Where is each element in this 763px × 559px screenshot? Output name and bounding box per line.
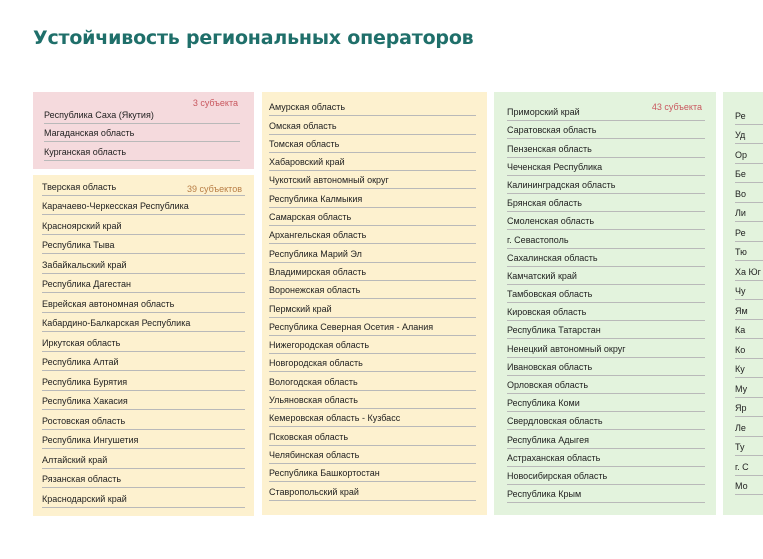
region-item: Кемеровская область - Кузбасс (269, 409, 476, 427)
region-item: Тамбовская область (507, 285, 705, 303)
red-region-list (44, 105, 240, 161)
region-item: Республика Северная Осетия - Алания (269, 318, 476, 336)
region-item: Карачаево-Черкесская Республика (42, 196, 245, 216)
region-item: Пермский край (269, 299, 476, 317)
yellow-region-list-left (42, 176, 245, 508)
region-item: Ку (735, 359, 763, 379)
region-item: Во (735, 183, 763, 203)
region-item: Тю (735, 242, 763, 262)
region-item: Республика Коми (507, 394, 705, 412)
region-item: Республика Крым (507, 485, 705, 503)
region-item: Мо (735, 476, 763, 496)
region-item: Владимирская область (269, 263, 476, 281)
region-item: Чеченская Республика (507, 158, 705, 176)
region-item: Республика Адыгея (507, 430, 705, 448)
region-item: Уд (735, 125, 763, 145)
region-item: Приморский край (507, 103, 705, 121)
region-item: Псковская область (269, 427, 476, 445)
region-item: Республика Саха (Якутия) (44, 105, 240, 124)
region-item: Омская область (269, 116, 476, 134)
region-item: Нижегородская область (269, 336, 476, 354)
region-item: Тверская область (42, 176, 245, 196)
region-item: г. С (735, 456, 763, 476)
region-item: Воронежская область (269, 281, 476, 299)
region-item: Бе (735, 164, 763, 184)
green-region-list-cut (735, 105, 763, 495)
region-item: Ям (735, 300, 763, 320)
region-item: Республика Ингушетия (42, 430, 245, 450)
region-item: Республика Алтай (42, 352, 245, 372)
region-item: Му (735, 378, 763, 398)
region-item: Забайкальский край (42, 254, 245, 274)
region-item: Республика Тыва (42, 235, 245, 255)
green-group-card (494, 92, 716, 515)
region-item: Республика Бурятия (42, 371, 245, 391)
region-item: Свердловская область (507, 412, 705, 430)
region-item: Республика Хакасия (42, 391, 245, 411)
region-item: Ха Юг (735, 261, 763, 281)
yellow-group-card-right (262, 92, 487, 515)
region-item: Республика Калмыкия (269, 189, 476, 207)
region-item: г. Севастополь (507, 230, 705, 248)
region-item: Яр (735, 398, 763, 418)
region-item: Республика Дагестан (42, 274, 245, 294)
region-item: Пензенская область (507, 139, 705, 157)
region-item: Чукотский автономный округ (269, 171, 476, 189)
region-item: Архангельская область (269, 226, 476, 244)
region-item: Кировская область (507, 303, 705, 321)
region-item: Томская область (269, 135, 476, 153)
region-item: Ле (735, 417, 763, 437)
region-item: Чу (735, 281, 763, 301)
region-item: Брянская область (507, 194, 705, 212)
red-group-count: 3 субъекта (192, 98, 238, 108)
region-item: Сахалинская область (507, 249, 705, 267)
region-item: Ивановская область (507, 358, 705, 376)
region-item: Ростовская область (42, 410, 245, 430)
region-item: Смоленская область (507, 212, 705, 230)
region-item: Новгородская область (269, 354, 476, 372)
region-item: Ка (735, 320, 763, 340)
red-group-card (33, 92, 254, 169)
yellow-group-count: 39 субъектов (187, 184, 242, 194)
region-item: Алтайский край (42, 449, 245, 469)
region-item: Калининградская область (507, 176, 705, 194)
region-item: Новосибирская область (507, 467, 705, 485)
region-item: Краснодарский край (42, 488, 245, 508)
region-item: Ре (735, 222, 763, 242)
region-item: Республика Татарстан (507, 321, 705, 339)
region-item: Рязанская область (42, 469, 245, 489)
page-title: Устойчивость региональных операторов (33, 27, 474, 49)
region-item: Еврейская автономная область (42, 293, 245, 313)
region-item: Саратовская область (507, 121, 705, 139)
region-item: Ставропольский край (269, 482, 476, 500)
region-item: Ор (735, 144, 763, 164)
region-item: Красноярский край (42, 215, 245, 235)
region-item: Республика Марий Эл (269, 244, 476, 262)
yellow-group-card-left (33, 175, 254, 516)
region-item: Ту (735, 437, 763, 457)
region-item: Астраханская область (507, 449, 705, 467)
green-group-card-cut (723, 92, 763, 515)
region-item: Иркутская область (42, 332, 245, 352)
region-item: Вологодская область (269, 372, 476, 390)
region-item: Ненецкий автономный округ (507, 339, 705, 357)
region-item: Орловская область (507, 376, 705, 394)
yellow-region-list-right (269, 98, 476, 501)
region-item: Ко (735, 339, 763, 359)
green-region-list (507, 103, 705, 503)
region-item: Хабаровский край (269, 153, 476, 171)
region-item: Республика Башкортостан (269, 464, 476, 482)
region-item: Ли (735, 203, 763, 223)
region-item: Ре (735, 105, 763, 125)
region-item: Камчатский край (507, 267, 705, 285)
region-item: Челябинская область (269, 446, 476, 464)
green-group-count: 43 субъекта (651, 102, 702, 112)
region-item: Ульяновская область (269, 391, 476, 409)
region-item: Самарская область (269, 208, 476, 226)
region-item: Кабардино-Балкарская Республика (42, 313, 245, 333)
region-item: Магаданская область (44, 124, 240, 143)
region-item: Курганская область (44, 142, 240, 161)
region-item: Амурская область (269, 98, 476, 116)
